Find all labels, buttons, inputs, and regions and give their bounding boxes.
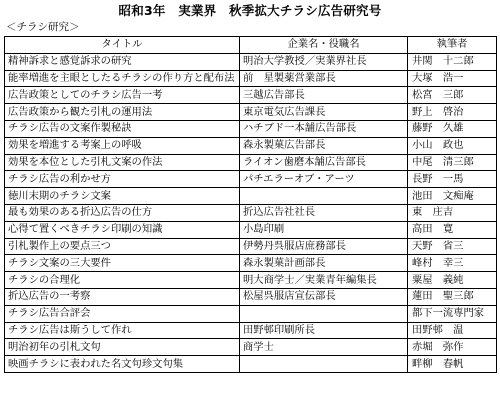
- row-affiliation: 折込広告社社長: [240, 204, 408, 221]
- page-title: 昭和3年 実業界 秋季拡大チラシ広告研究号: [118, 3, 382, 18]
- row-author: 都下一流専門家: [408, 305, 497, 322]
- row-author: 畔柳 春帆: [408, 356, 497, 373]
- row-author: 小山 政也: [408, 137, 497, 154]
- row-affiliation: 明治大学教授／実業界社長: [240, 53, 408, 70]
- row-affiliation: 松屋呉服店宣伝部長: [240, 288, 408, 305]
- row-author: 高田 寛: [408, 221, 497, 238]
- row-title: 引札製作上の要点三つ: [5, 238, 240, 255]
- row-author: 松宮 三郎: [408, 87, 497, 104]
- row-title: 広告政策としてのチラシ広告一考: [5, 87, 240, 104]
- table-row: [5, 238, 497, 255]
- row-title: チラシ文案の三大要件: [5, 255, 240, 272]
- column-header-author: 執筆者: [408, 37, 497, 54]
- row-title: 最も効果のある折込広告の仕方: [5, 204, 240, 221]
- table-row: [5, 255, 497, 272]
- row-author: 池田 文痴庵: [408, 188, 497, 205]
- row-affiliation: ハチブド一本舗広告部長: [240, 120, 408, 137]
- table-row: [5, 322, 497, 339]
- row-affiliation: 前 星製薬営業部長: [240, 70, 408, 87]
- row-author: 赤堀 弥作: [408, 339, 497, 356]
- row-affiliation: 明大商学士／実業青年編集長: [240, 272, 408, 289]
- row-affiliation: 伊勢丹呉服店庶務部長: [240, 238, 408, 255]
- row-title: チラシ広告の利かせ方: [5, 171, 240, 188]
- table-row: [5, 204, 497, 221]
- row-affiliation: 森永製菓計画部長: [240, 255, 408, 272]
- row-affiliation: 三越広告部長: [240, 87, 408, 104]
- table-row: [5, 356, 497, 373]
- row-affiliation: [240, 188, 408, 205]
- row-title: 折込広告の一考察: [5, 288, 240, 305]
- row-author: 蓮田 聖三郎: [408, 288, 497, 305]
- table-row: [5, 288, 497, 305]
- row-author: 大塚 浩一: [408, 70, 497, 87]
- table-row: [5, 87, 497, 104]
- row-affiliation: 森永製菓広告部長: [240, 137, 408, 154]
- row-author: 峰村 幸三: [408, 255, 497, 272]
- row-title: 効果を増進する考案上の呼吸: [5, 137, 240, 154]
- table-row: [5, 104, 497, 121]
- row-affiliation: 商学士: [240, 339, 408, 356]
- row-title: チラシ広告は斯うして作れ: [5, 322, 240, 339]
- row-affiliation: 田野邨印刷所長: [240, 322, 408, 339]
- row-affiliation: ライオン歯磨本舗広告部長: [240, 154, 408, 171]
- row-author: 長野 一馬: [408, 171, 497, 188]
- row-title: 徳川末期のチラシ文案: [5, 188, 240, 205]
- row-title: 能率増進を主眼としたるチラシの作り方と配布法: [5, 70, 240, 87]
- row-affiliation: 小島印刷: [240, 221, 408, 238]
- table-row: [5, 120, 497, 137]
- row-title: 効果を本位とした引札文案の作法: [5, 154, 240, 171]
- row-affiliation: パチエラーオブ・アーツ: [240, 171, 408, 188]
- table-row: [5, 137, 497, 154]
- table-row: [5, 154, 497, 171]
- column-header-title: タイトル: [5, 37, 240, 54]
- table-row: [5, 171, 497, 188]
- table-row: [5, 188, 497, 205]
- column-header-affiliation: 企業名・役職名: [240, 37, 408, 54]
- row-affiliation: [240, 305, 408, 322]
- row-title: 映画チラシに表われた名文句珍文句集: [5, 356, 240, 373]
- table-body: [5, 53, 497, 372]
- row-title: チラシの合理化: [5, 272, 240, 289]
- table-row: [5, 53, 497, 70]
- row-title: 精神訴求と感覚訴求の研究: [5, 53, 240, 70]
- row-title: 明治初年の引札文句: [5, 339, 240, 356]
- row-author: 田野邨 温: [408, 322, 497, 339]
- row-title: 広告政策から観た引札の運用法: [5, 104, 240, 121]
- row-title: チラシ広告の文案作製秘訣: [5, 120, 240, 137]
- row-author: 藤野 久雄: [408, 120, 497, 137]
- section-label: ＜チラシ研究＞: [6, 21, 80, 33]
- table-row: [5, 221, 497, 238]
- row-title: 心得て置くべきチラシ印刷の知識: [5, 221, 240, 238]
- row-affiliation: [240, 356, 408, 373]
- table-row: [5, 272, 497, 289]
- table-header-row: [5, 37, 497, 54]
- table-row: [5, 305, 497, 322]
- row-author: 粟屋 義純: [408, 272, 497, 289]
- row-affiliation: 東京電気広告課長: [240, 104, 408, 121]
- articles-table: [4, 36, 497, 373]
- row-author: 井関 十二郎: [408, 53, 497, 70]
- table-row: [5, 70, 497, 87]
- row-title: チラシ広告合評会: [5, 305, 240, 322]
- row-author: 野上 啓治: [408, 104, 497, 121]
- row-author: 中尾 清三郎: [408, 154, 497, 171]
- table-row: [5, 339, 497, 356]
- row-author: 東 庄吉: [408, 204, 497, 221]
- row-author: 天野 省三: [408, 238, 497, 255]
